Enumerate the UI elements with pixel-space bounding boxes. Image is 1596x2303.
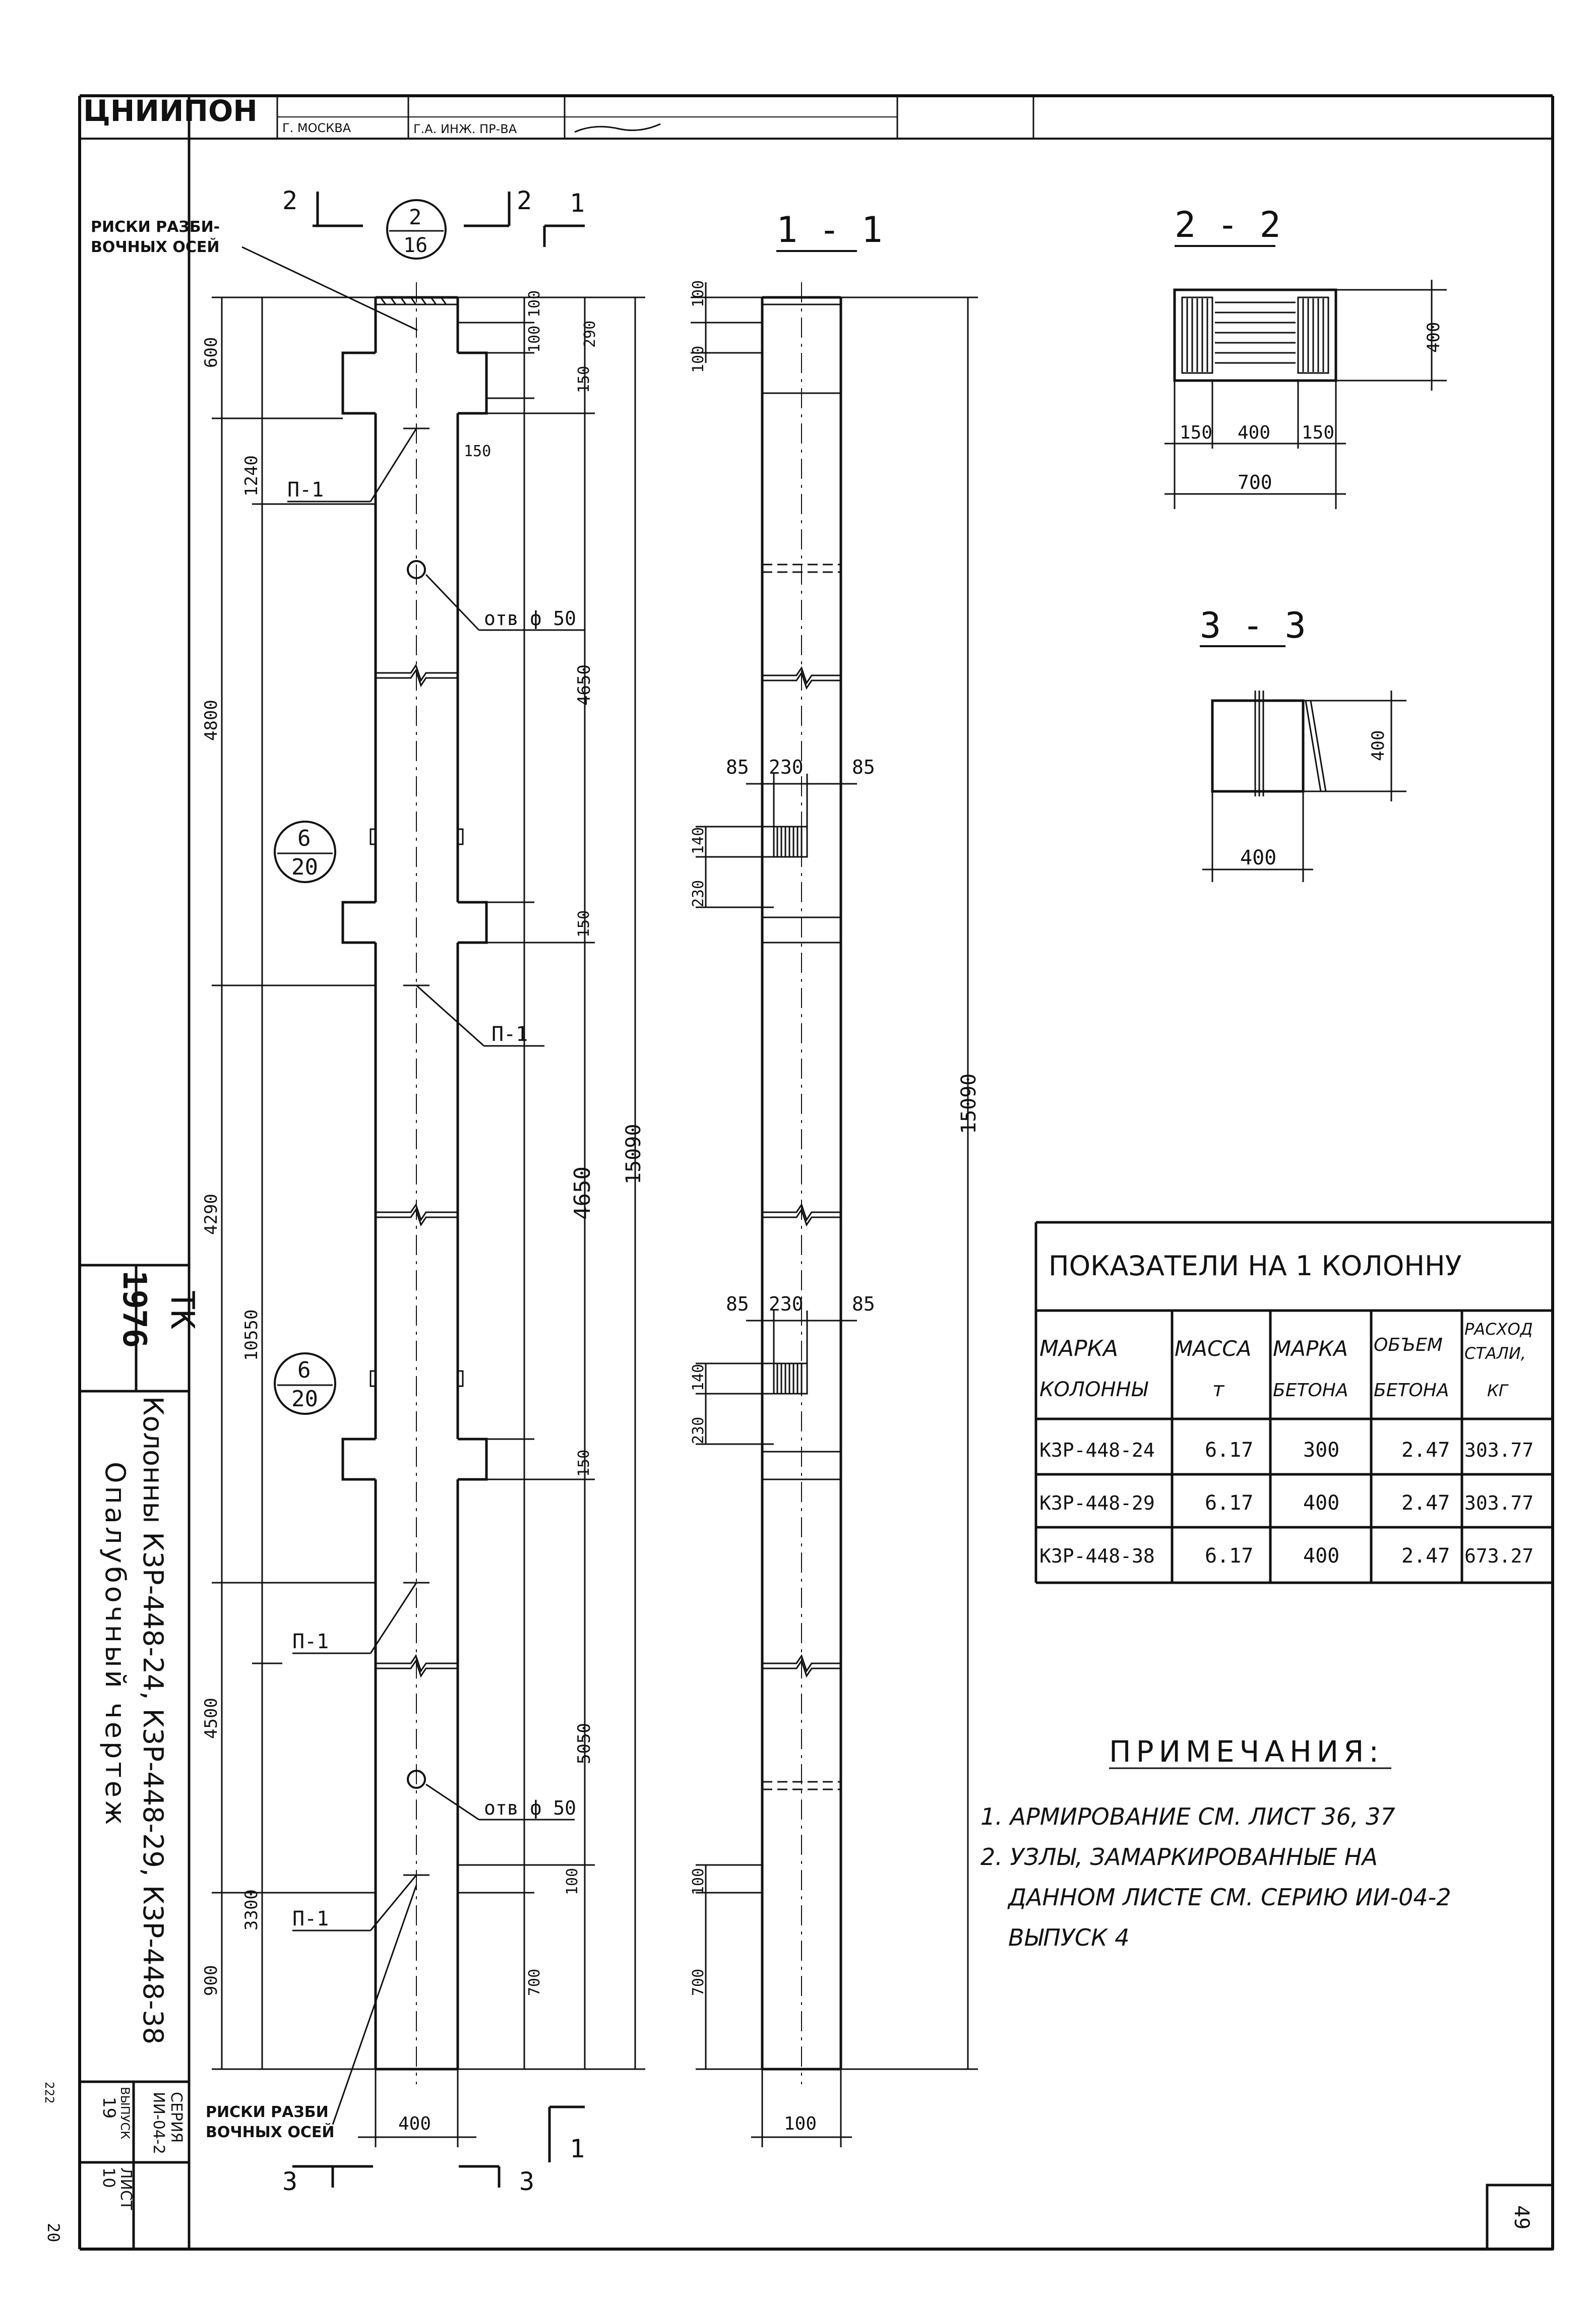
section-2-2-title: 2 - 2 [1175, 204, 1281, 245]
th-marka-kolonny-1: МАРКА [1039, 1336, 1118, 1361]
side-dim-100-bottom: 100 [784, 2113, 817, 2134]
title-block-top [83, 94, 1033, 139]
table-row [1039, 1544, 1533, 1568]
side-dim-85d: 85 [852, 1293, 875, 1315]
dim-150c: 150 [575, 910, 593, 938]
plate-1 [774, 827, 807, 857]
dim-600: 600 [201, 337, 221, 368]
th-massa-1: МАССА [1175, 1336, 1252, 1361]
city-label: Г. МОСКВА [282, 121, 351, 135]
dim-100a: 100 [526, 290, 543, 318]
p1-label-4: П-1 [292, 1907, 329, 1931]
note-4: ВЫПУСК 4 [1008, 1924, 1130, 1951]
stamp-line2: Опалубочный чертеж [99, 1462, 131, 1828]
riski-top-line2: ВОЧНЫХ ОСЕЙ [91, 238, 220, 256]
th-marka-betona-1: МАРКА [1273, 1336, 1348, 1361]
side-dim-15090: 15090 [957, 1073, 980, 1134]
side-dim-100c: 100 [690, 1868, 707, 1895]
dim-150b: 150 [464, 443, 492, 460]
svg-text:6: 6 [297, 826, 311, 851]
s22-w150b: 150 [1302, 422, 1335, 443]
cut-1-top: 1 [570, 189, 585, 218]
side-dim-140a: 140 [690, 827, 707, 854]
dim-4650a: 4650 [574, 664, 594, 706]
hole-label-1: отв ф 50 [484, 607, 577, 630]
side-dim-85c: 85 [726, 1293, 749, 1315]
node-ref-top [387, 200, 446, 259]
dim-4800: 4800 [201, 700, 221, 741]
section-3-3 [1200, 605, 1406, 882]
dim-900: 900 [201, 1965, 221, 1996]
drawn-code: Г.А. ИНЖ. ПР-ВА [413, 122, 517, 136]
indicators-table [1036, 1222, 1553, 1583]
margin-mark-222: 222 [42, 2082, 56, 2104]
org-stamp: ЦНИИПОН [83, 94, 258, 128]
th-rashod-2: СТАЛИ, [1464, 1344, 1526, 1363]
dim-1240: 1240 [241, 455, 262, 496]
th-marka-betona-2: БЕТОНА [1273, 1380, 1348, 1401]
svg-text:6: 6 [297, 1357, 311, 1383]
cut-2-left: 2 [282, 186, 298, 215]
note-2: 2. УЗЛЫ, ЗАМАРКИРОВАННЫЕ НА [980, 1843, 1378, 1871]
dim-15090: 15090 [622, 1124, 645, 1185]
table-row [1039, 1491, 1533, 1515]
side-dim-230a: 230 [769, 756, 804, 778]
svg-text:20: 20 [291, 854, 318, 880]
side-dim-100b: 100 [690, 345, 707, 373]
notes-title: ПРИМЕЧАНИЯ: [1109, 1734, 1384, 1769]
th-obem-1: ОБЪЕМ [1374, 1335, 1443, 1355]
th-massa-2: т [1212, 1378, 1224, 1401]
dim-3300: 3300 [241, 1889, 262, 1931]
note-1: 1. АРМИРОВАНИЕ СМ. ЛИСТ 36, 37 [980, 1803, 1395, 1830]
page-number-box [1487, 2185, 1553, 2249]
svg-text:2: 2 [409, 205, 422, 229]
side-dim-230b: 230 [690, 880, 707, 907]
stamp-year: 1976 [115, 1270, 153, 1348]
side-dim-700: 700 [690, 1968, 707, 1996]
hole-label-2: отв ф 50 [484, 1797, 577, 1819]
dim-150d: 150 [575, 1449, 593, 1477]
table-row [1039, 1439, 1533, 1462]
stamp-vypusk: 19 [99, 2097, 119, 2119]
side-dim-85b: 85 [852, 756, 875, 778]
svg-text:6.17: 6.17 [1205, 1439, 1254, 1462]
margin-mark-20: 20 [44, 2223, 63, 2243]
side-dim-230d: 230 [690, 1416, 707, 1444]
svg-text:2.47: 2.47 [1401, 1491, 1450, 1515]
notes [980, 1734, 1451, 1951]
svg-text:16: 16 [403, 234, 428, 257]
front-view [91, 186, 645, 2196]
side-dim-230c: 230 [769, 1293, 804, 1315]
dim-100c: 100 [564, 1868, 581, 1895]
s22-w150a: 150 [1180, 422, 1213, 443]
side-view-title: 1 - 1 [776, 209, 883, 251]
svg-text:400: 400 [1303, 1491, 1340, 1515]
riski-bot-line2: ВОЧНЫХ ОСЕЙ [206, 2124, 335, 2141]
dim-100b: 100 [526, 325, 543, 353]
stamp-line1: Колонны К3Р-448-24, К3Р-448-29, К3Р-448-38 [137, 1396, 169, 2045]
svg-text:К3Р-448-24: К3Р-448-24 [1039, 1439, 1155, 1461]
left-dim-lines [212, 297, 376, 2069]
stamp-seria-label: СЕРИЯ [167, 2092, 185, 2143]
svg-text:6.17: 6.17 [1205, 1491, 1254, 1515]
dim-400: 400 [398, 2113, 432, 2134]
cut-3-right: 3 [519, 2167, 535, 2196]
th-rashod-3: КГ [1487, 1381, 1508, 1400]
section-2-2 [1164, 204, 1447, 509]
riski-bot-line1: РИСКИ РАЗБИ [206, 2103, 329, 2121]
side-dim-85a: 85 [726, 756, 749, 778]
side-stamp [80, 1265, 201, 2249]
cut-1-bottom: 1 [570, 2134, 585, 2163]
dim-150a: 150 [575, 365, 593, 393]
node-ref-mid1 [275, 822, 335, 882]
side-view [690, 209, 980, 2147]
svg-text:2.47: 2.47 [1401, 1544, 1450, 1568]
p1-label-3: П-1 [292, 1630, 329, 1653]
svg-text:303.77: 303.77 [1464, 1439, 1534, 1461]
dim-700: 700 [526, 1968, 543, 1996]
svg-text:673.27: 673.27 [1464, 1545, 1534, 1567]
th-obem-2: БЕТОНА [1374, 1380, 1449, 1401]
th-rashod-1: РАСХОД [1464, 1320, 1533, 1339]
s22-total: 700 [1238, 471, 1272, 493]
dim-4650b: 4650 [570, 1166, 595, 1220]
s22-w400: 400 [1238, 422, 1271, 443]
s22-height: 400 [1424, 322, 1444, 353]
stamp-list: 10 [99, 2167, 118, 2188]
side-dim-140b: 140 [690, 1363, 707, 1391]
p1-label-2: П-1 [492, 1023, 528, 1046]
s33-width: 400 [1240, 846, 1277, 869]
section-3-3-title: 3 - 3 [1200, 605, 1306, 646]
page-number: 49 [1510, 2205, 1533, 2230]
side-dim-100a: 100 [690, 280, 707, 307]
cut-3-left: 3 [282, 2167, 298, 2196]
table-title: ПОКАЗАТЕЛИ НА 1 КОЛОННУ [1049, 1250, 1462, 1282]
note-3: ДАННОМ ЛИСТЕ СМ. СЕРИЮ ИИ-04-2 [1008, 1884, 1451, 1911]
s33-height: 400 [1368, 730, 1388, 761]
node-ref-mid2 [275, 1353, 335, 1414]
svg-text:300: 300 [1303, 1439, 1340, 1462]
dim-10550: 10550 [241, 1309, 262, 1361]
stamp-vypusk-label: ВЫПУСК [118, 2087, 132, 2140]
th-marka-kolonny-2: КОЛОННЫ [1039, 1378, 1148, 1401]
dim-290: 290 [581, 320, 599, 348]
svg-text:400: 400 [1303, 1544, 1340, 1568]
svg-text:6.17: 6.17 [1205, 1544, 1254, 1568]
svg-text:20: 20 [291, 1386, 318, 1412]
svg-text:2.47: 2.47 [1401, 1439, 1450, 1462]
svg-text:К3Р-448-38: К3Р-448-38 [1039, 1545, 1155, 1567]
riski-top-line1: РИСКИ РАЗБИ- [91, 218, 220, 236]
stamp-list-label: ЛИСТ [117, 2167, 135, 2210]
svg-text:303.77: 303.77 [1464, 1492, 1534, 1514]
stamp-tk: ТК [163, 1290, 201, 1330]
dim-4290: 4290 [201, 1194, 221, 1235]
cut-2-right: 2 [517, 186, 532, 215]
stamp-seria: ИИ-04-2 [150, 2092, 167, 2154]
dim-5050: 5050 [574, 1723, 594, 1764]
p1-label-1: П-1 [287, 478, 324, 502]
svg-text:К3Р-448-29: К3Р-448-29 [1039, 1492, 1155, 1514]
dim-4500: 4500 [201, 1698, 221, 1739]
plate-2 [774, 1363, 807, 1394]
